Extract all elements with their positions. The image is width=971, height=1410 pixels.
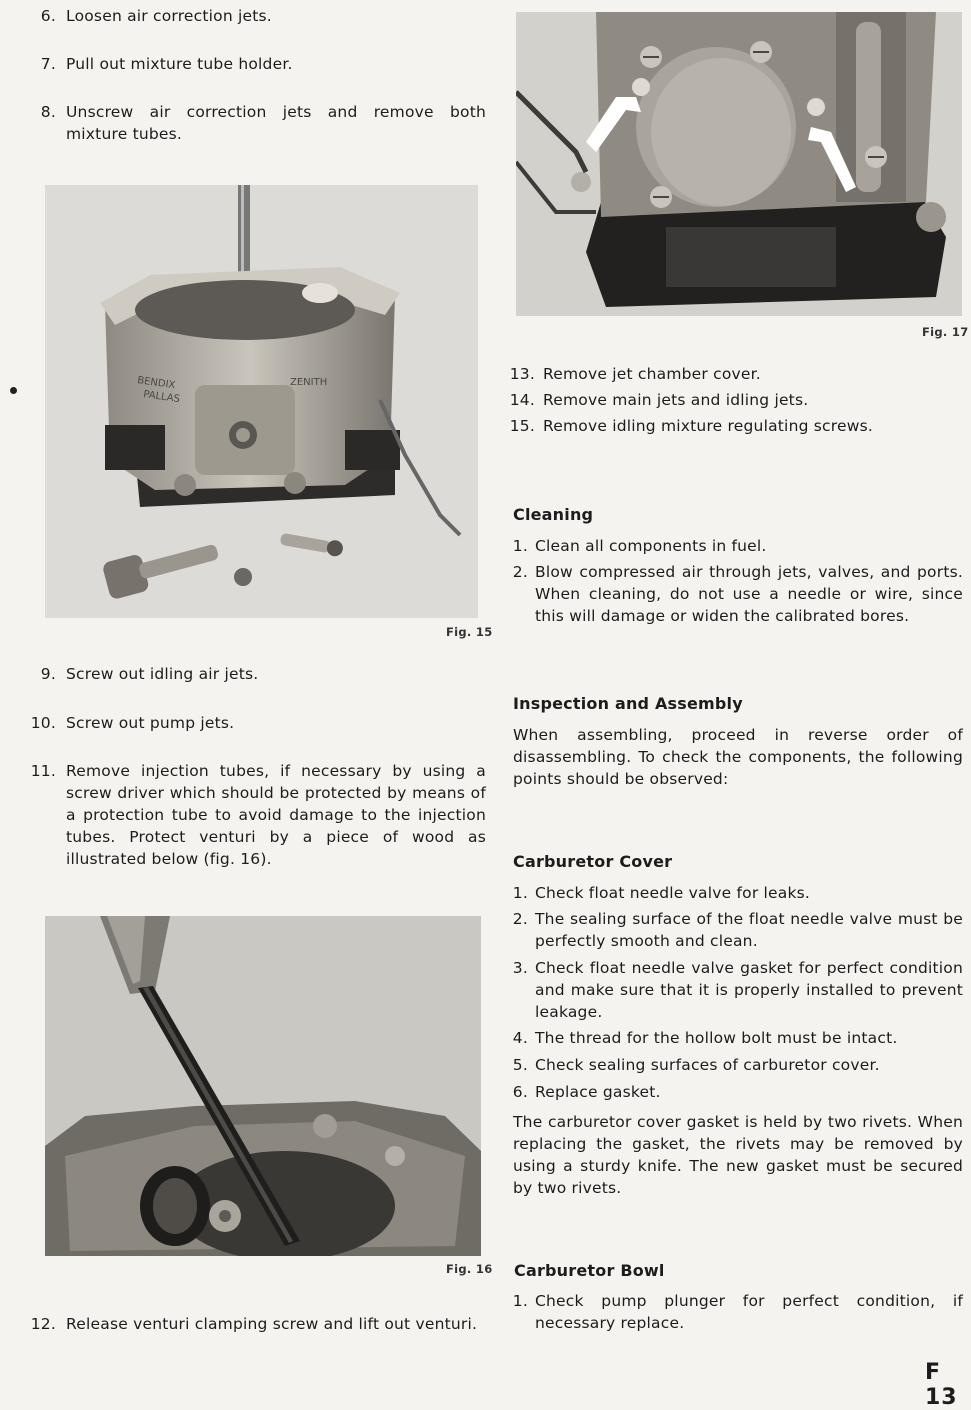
item-text: Replace gasket. <box>535 1083 661 1101</box>
step-text: Unscrew air correction jets and remove both mixture tubes. <box>66 103 486 143</box>
item-number: 2. <box>512 910 528 928</box>
step-number: 15. <box>509 417 535 435</box>
figure-16-photo <box>45 916 481 1256</box>
step-text: Remove main jets and idling jets. <box>543 391 809 409</box>
item-number: 1. <box>512 1292 528 1310</box>
item-number: 1. <box>512 884 528 902</box>
step-number: 10. <box>30 714 56 732</box>
margin-mark <box>10 387 17 394</box>
figure-15-photo <box>45 185 478 618</box>
fig15-marking-zenith: ZENITH <box>290 377 328 388</box>
carb-bowl-heading: Carburetor Bowl <box>514 1261 665 1280</box>
inspection-text: When assembling, proceed in reverse order of disassembling. To check the components, the following points should be observed: <box>513 726 963 788</box>
step-number: 14. <box>509 391 535 409</box>
page-number: F 13 <box>925 1360 958 1410</box>
fig15-marking-bendix: BENDIX <box>136 375 176 392</box>
item-number: 4. <box>512 1029 528 1047</box>
step-number: 12. <box>30 1315 56 1333</box>
step-number: 11. <box>30 762 56 780</box>
step-text: Remove idling mixture regulating screws. <box>543 417 874 435</box>
figure-17-caption: Fig. 17 <box>922 325 969 339</box>
step-text: Remove injection tubes, if necessary by using a screw driver which should be protected by means of a protection tube to avoid damage to the injection tubes. Protect venturi by a piece of wood as illustrated below (fig. 16). <box>66 762 486 868</box>
figure-16-caption: Fig. 16 <box>446 1262 493 1276</box>
figure-15-caption: Fig. 15 <box>446 625 493 639</box>
item-text: Check float needle valve for leaks. <box>535 884 811 902</box>
step-number: 6. <box>40 7 56 25</box>
item-number: 3. <box>512 959 528 977</box>
item-number: 1. <box>512 537 528 555</box>
item-text: Check sealing surfaces of carburetor cover. <box>535 1056 880 1074</box>
step-number: 9. <box>40 665 56 683</box>
step-number: 7. <box>40 55 56 73</box>
step-number: 8. <box>40 103 56 121</box>
step-text: Loosen air correction jets. <box>66 7 272 25</box>
item-text: Check pump plunger for perfect condition, if necessary replace. <box>535 1292 963 1332</box>
step-text: Screw out pump jets. <box>66 714 235 732</box>
step-text: Screw out idling air jets. <box>66 665 259 683</box>
cleaning-heading: Cleaning <box>513 505 594 524</box>
figure-17-photo <box>516 12 962 316</box>
item-text: The thread for the hollow bolt must be intact. <box>535 1029 898 1047</box>
step-text: Pull out mixture tube holder. <box>66 55 293 73</box>
fig15-marking-palla: PALLAS <box>142 389 181 406</box>
step-text: Release venturi clamping screw and lift out venturi. <box>66 1315 478 1333</box>
carb-cover-heading: Carburetor Cover <box>513 852 673 871</box>
item-number: 5. <box>512 1056 528 1074</box>
step-number: 13. <box>509 365 535 383</box>
step-text: Remove jet chamber cover. <box>543 365 761 383</box>
carb-cover-note: The carburetor cover gasket is held by two rivets. When replacing the gasket, the rivets may be removed by using a sturdy knife. The new gasket must be secured by two rivets. <box>513 1113 963 1197</box>
item-text: The sealing surface of the float needle valve must be perfectly smooth and clean. <box>535 910 963 950</box>
item-text: Blow compressed air through jets, valves, and ports. When cleaning, do not use a needle or wire, since this will damage or widen the calibrated bores. <box>535 563 963 625</box>
item-number: 6. <box>512 1083 528 1101</box>
item-text: Clean all components in fuel. <box>535 537 767 555</box>
item-number: 2. <box>512 563 528 581</box>
item-text: Check float needle valve gasket for perfect condition and make sure that it is properly installed to prevent leakage. <box>535 959 963 1021</box>
inspection-heading: Inspection and Assembly <box>513 694 743 713</box>
